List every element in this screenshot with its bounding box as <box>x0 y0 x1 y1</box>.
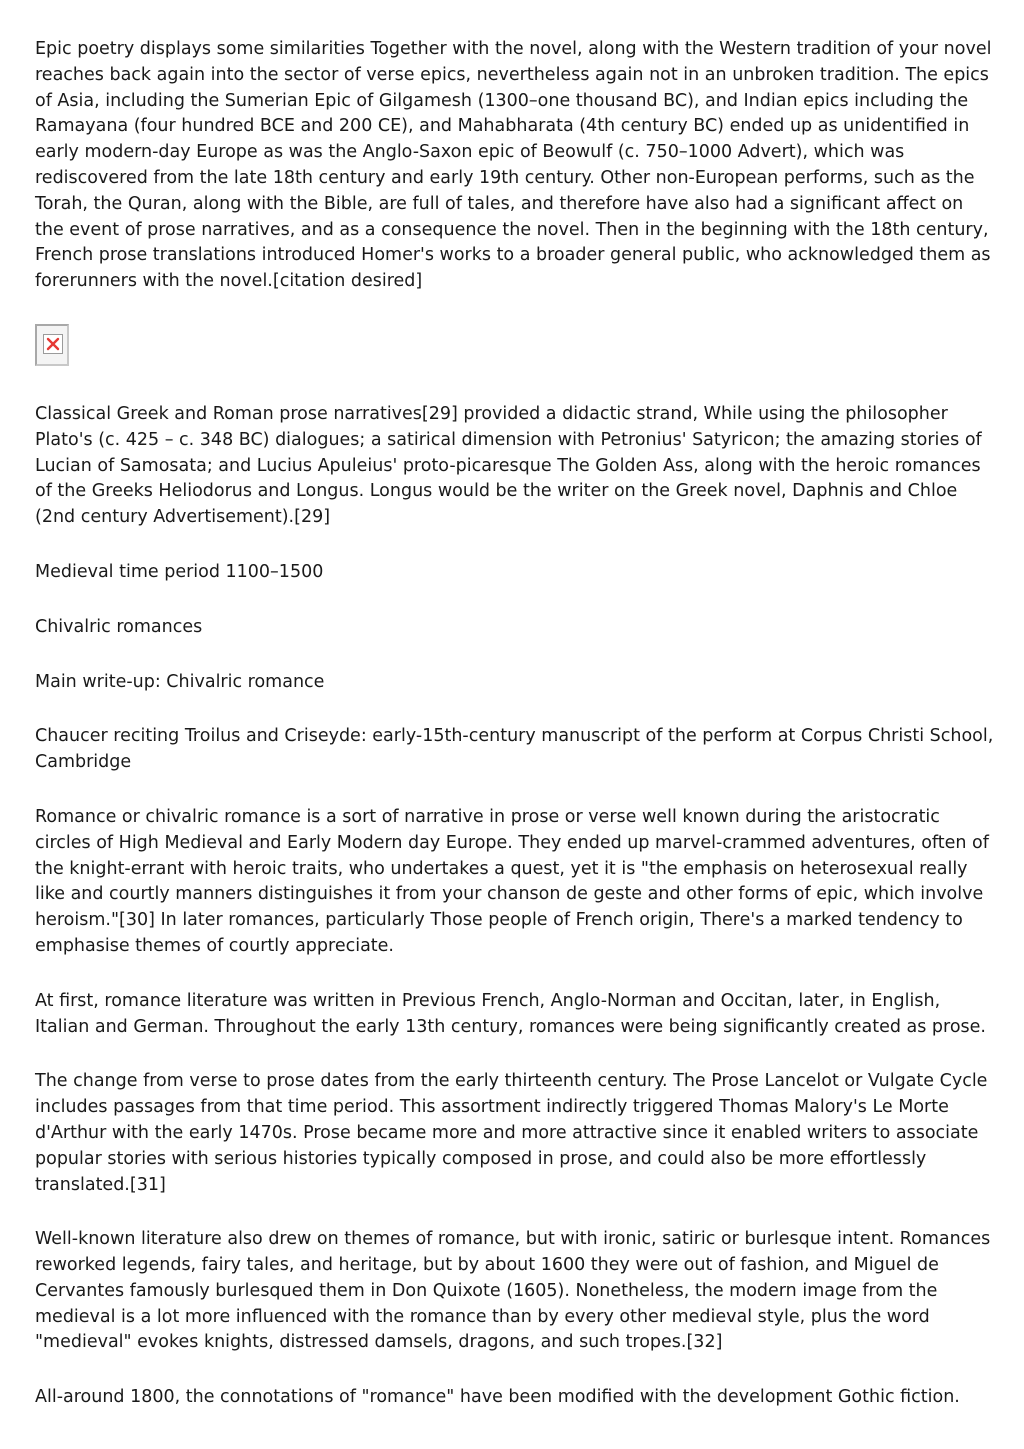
paragraph-romance-languages: At first, romance literature was written in Previous French, Anglo-Norman and Occitan, later, in English, Italian and German. Throughout the early 13th century, romances were being significantly created as prose. <box>35 990 986 1037</box>
paragraph-gothic-fiction: All-around 1800, the connotations of "romance" have been modified with the development Gothic fiction. <box>35 1387 960 1408</box>
article-body <box>35 37 995 1440</box>
heading-medieval-period: Medieval time period 1100–1500 <box>35 561 324 582</box>
paragraph-popular-literature: Well-known literature also drew on themes of romance, but with ironic, satiric or burlesque intent. Romances reworked legends, fairy tales, and heritage, but by about 1600 they were out of fashion, and Miguel de Cervantes famously burlesqued them in Don Quixote (1605). Nonetheless, the modern image from the medieval is a lot more influenced with the romance than by every other medieval style, plus the word "medieval" evokes knights, distressed damsels, dragons, and such tropes.[32] <box>35 1229 991 1353</box>
paragraph-verse-to-prose: The change from verse to prose dates from the early thirteenth century. The Prose Lancelot or Vulgate Cycle includes passages from that time period. This assortment indirectly triggered Thomas Malory's Le Morte d'Arthur with the early 1470s. Prose became more and more attractive since it enabled writers to associate popular stories with serious histories typically composed in prose, and could also be more effortlessly translated.[31] <box>35 1071 988 1195</box>
broken-image-icon <box>35 324 69 366</box>
main-article-note: Main write-up: Chivalric romance <box>35 671 325 692</box>
broken-image-frame <box>43 334 63 354</box>
image-caption-chaucer: Chaucer reciting Troilus and Criseyde: early-15th-century manuscript of the perform at Corpus Christi School, Cambridge <box>35 726 994 773</box>
paragraph-romance-definition: Romance or chivalric romance is a sort of narrative in prose or verse well known during the aristocratic circles of High Medieval and Early Modern day Europe. They ended up marvel-crammed adventures, often of the knight-errant with heroic traits, who undertakes a quest, yet it is "the emphasis on heterosexual really like and courtly manners distinguishes it from your chanson de geste and other forms of epic, which involve heroism."[30] In later romances, particularly Those people of French origin, There's a marked tendency to emphasise themes of courtly appreciate. <box>35 806 989 956</box>
paragraph-classical-prose: Classical Greek and Roman prose narratives[29] provided a didactic strand, While using the philosopher Plato's (c. 425 – c. 348 BC) dialogues; a satirical dimension with Petronius' Satyricon; the amazing stories of Lucian of Samosata; and Lucius Apuleius' proto-picaresque The Golden Ass, along with the heroic romances of the Greeks Heliodorus and Longus. Longus would be the writer on the Greek novel, Daphnis and Chloe (2nd century Advertisement).[29] <box>35 403 982 528</box>
paragraph-epic-poetry: Epic poetry displays some similarities Together with the novel, along with the Western tradition of your novel reaches back again into the sector of verse epics, nevertheless again not in an unbroken tradition. The epics of Asia, including the Sumerian Epic of Gilgamesh (1300–one thousand BC), and Indian epics including the Ramayana (four hundred BCE and 200 CE), and Mahabharata (4th century BC) ended up as unidentified in early modern-day Europe as was the Anglo-Saxon epic of Beowulf (c. 750–1000 Advert), which was rediscovered from the late 18th century and early 19th century. Other non-European performs, such as the Torah, the Quran, along with the Bible, are full of tales, and therefore have also had a significant affect on the event of prose narratives, and as a consequence the novel. Then in the beginning with the 18th century, French prose translations introduced Homer's works to a broader general public, who acknowledged them as forerunners with the novel.[citation desired] <box>35 39 992 292</box>
close-x-icon <box>46 337 60 351</box>
heading-chivalric-romances: Chivalric romances <box>35 616 203 637</box>
